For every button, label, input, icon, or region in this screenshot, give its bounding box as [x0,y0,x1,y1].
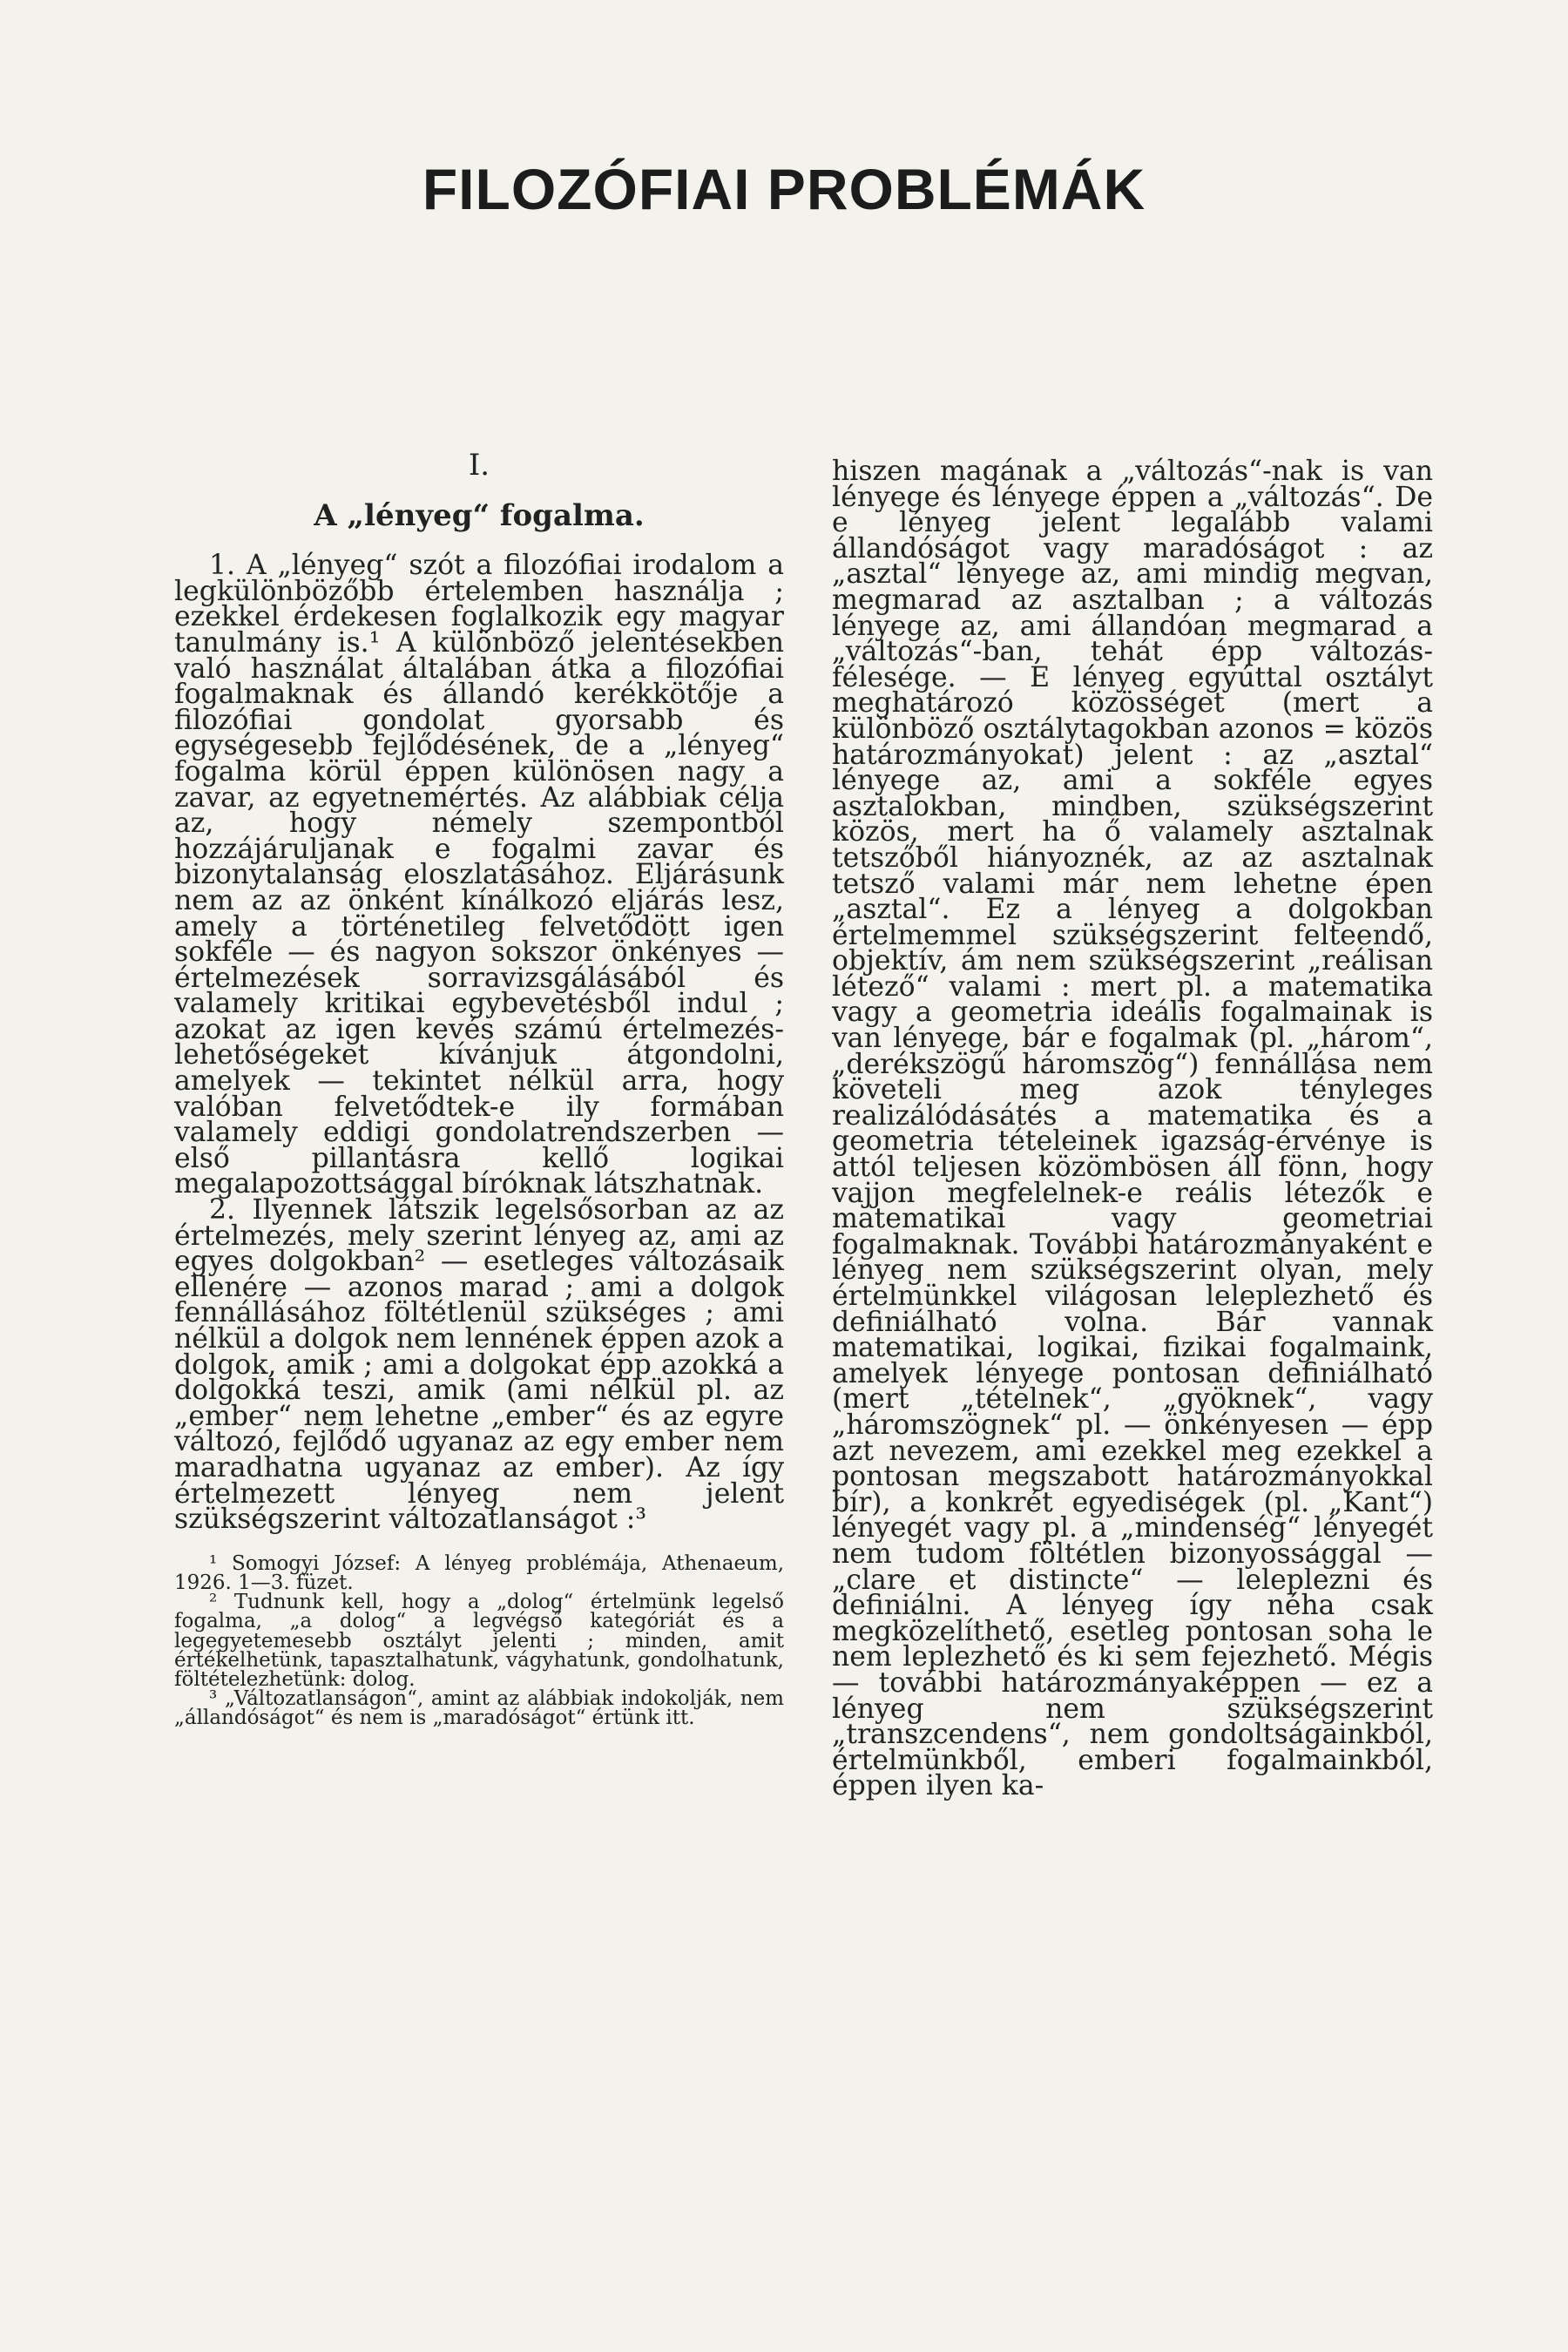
left-column [174,448,784,1730]
paragraph-continued: hiszen magának a „változás“-nak is van lényege és lényege éppen a „változás“. De e lényeg jelent legalább valami állandóságot vagy maradóságot : az „asztal“ lényege az, ami mindig megvan, megmarad az asztalban ; a változás lényege az, ami állandóan megmarad a „változás“-ban, tehát épp változás-félesége. — E lényeg egyúttal osztályt meghatározó közösséget (mert a különböző osztálytagokban azonos = közös határozmányokat) jelent : az „asztal“ lényege az, ami a sokféle egyes asztalokban, mindben, szükségszerint közös, mert ha ő valamely asztalnak tetszőből hiányoznék, az az asztalnak tetsző valami már nem lehetne épen „asztal“. Ez a lényeg a dolgokban értelmemmel szükségszerint felteendő, objektív, ám nem szükségszerint „reálisan létező“ valami : mert pl. a matematika vagy a geometria ideális fogalmainak is van lényege, bár e fogalmak (pl. „három“, „derékszögű háromszög“) fennállása nem követeli meg azok tényleges realizálódásátés a matematika és a geometria tételeinek igazság-érvénye is attól teljesen közömbösen áll fönn, hogy vajjon megfelelnek-e reális létezők e matematikai vagy geometriai fogalmaknak. További határozmányaként e lényeg nem szükségszerint olyan, mely értelmünkkel világosan leleplezhető és definiálható volna. Bár vannak matematikai, logikai, fizikai fogalmaink, amelyek lényege pontosan definiálható (mert „tételnek“, „gyöknek“, vagy „háromszögnek“ pl. — önkényesen — épp azt nevezem, ami ezekkel meg ezekkel a pontosan megszabott határozmányokkal bír), a konkrét egyediségek (pl. „Kant“) lényegét vagy pl. a „mindenség“ lényegét nem tudom föltétlen bizonyossággal — „clare et distincte“ — leleplezni és definiálni. A lényeg így néha csak megközelíthető, esetleg pontosan soha le nem leplezhető és ki sem fejezhető. Mégis — további határozmányaképpen — ez a lényeg nem szükségszerint „transzcendens“, nem gondoltságainkból, értelmünkből, emberi fogalmainkból, éppen ilyen ka- [832,456,1433,1802]
footnote-1: ¹ Somogyi József: A lényeg problémája, Athenaeum, 1926. 1—3. füzet. [174,1551,784,1594]
section-number: I. [468,448,490,483]
paragraph-1: 1. A „lényeg“ szót a filozófiai irodalom a legkülönbözőbb értelemben használja ; ezekkel érdekesen foglalkozik egy magyar tanulmány is.¹ A különböző jelentésekben való használat általában átka a filozófiai fogalmaknak és állandó kerékkötője a filozófiai gondolat gyorsabb és egységesebb fejlődésének, de a „lényeg“ fogalma körül éppen különösen nagy a zavar, az egyetnemértés. Az alábbiak célja az, hogy némely szempontból hozzájáruljanak e fogalmi zavar és bizonytalanság eloszlatásához. Eljárásunk nem az az önként kínálkozó eljárás lesz, amely a történetileg felvetődött igen sokféle — és nagyon sokszor önkényes — értelmezések sorravizsgálásából és valamely kritikai egybevetésből indul ; azokat az igen kevés számú értelmezés-lehetőségeket kívánjuk átgondolni, amelyek — tekintet nélkül arra, hogy valóban felvetődtek-e ily formában valamely eddigi gondolatrendszerben — első pillantásra kellő logikai megalapozottsággal bíróknak látszhatnak. [174,550,784,1200]
right-column [832,456,1433,1802]
footnote-2: ² Tudnunk kell, hogy a „dolog“ értelmünk legelső fogalma, „a dolog“ a legvégső kategóriát és a legegyetemesebb osztályt jelenti ; minden, amit értékelhetünk, tapasztalhatunk, vágyhatunk, gondolhatunk, föltételezhetünk: dolog. [174,1591,784,1691]
section-heading: A „lényeg“ fogalma. [314,497,645,533]
footnote-3: ³ „Változatlanságon“, amint az alábbiak indokolják, nem „állandóságot“ és nem is „maradóságot“ értünk itt. [174,1687,784,1730]
paragraph-2: 2. Ilyennek látszik legelsősorban az az értelmezés, mely szerint lényeg az, ami az egyes dolgokban² — esetleges változásaik ellenére — azonos marad ; ami a dolgok fennállásához föltétlenül szükséges ; ami nélkül a dolgok nem lennének éppen azok a dolgok, amik ; ami a dolgokat épp azokká a dolgokká teszi, amik (ami nélkül pl. az „ember“ nem lehetne „ember“ és az egyre változó, fejlődő ugyanaz az egy ember nem maradhatna ugyanaz az ember). Az így értelmezett lényeg nem jelent szükségszerint változatlanságot :³ [174,1194,784,1536]
page-title: FILOZÓFIAI PROBLÉMÁK [422,157,1146,222]
footnotes [174,1551,784,1730]
